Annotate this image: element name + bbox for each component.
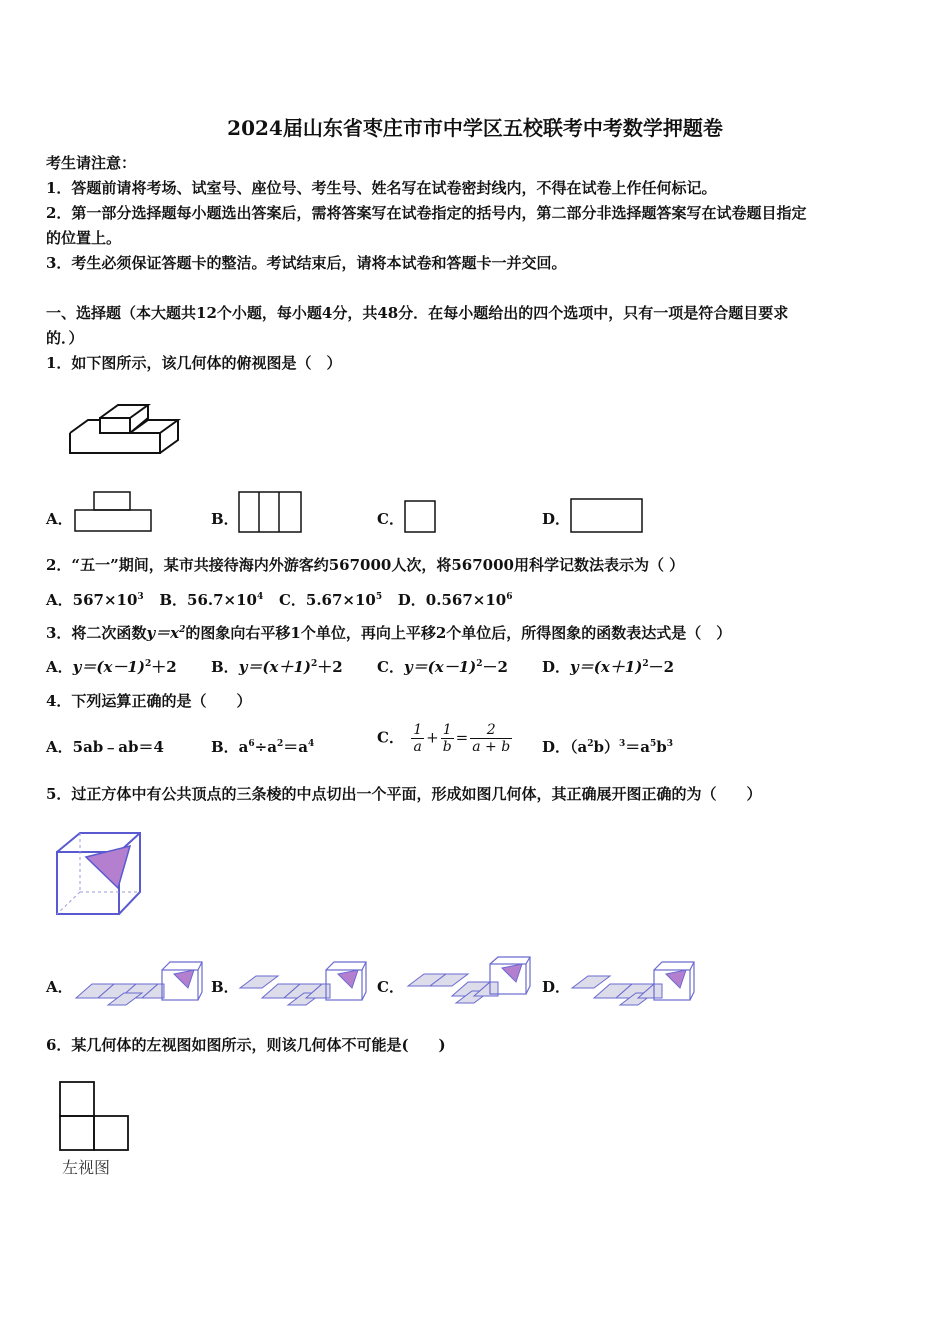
q1-option-a-label[interactable]: A． xyxy=(46,510,73,528)
q5-option-d-label[interactable]: D． xyxy=(542,978,571,996)
q5-option-a-label[interactable]: A． xyxy=(46,978,73,996)
q3-option-a[interactable]: A．$y=(x-1)^2+2$ xyxy=(46,658,177,676)
q5-cube-figure xyxy=(52,830,148,922)
fraction-1-over-b: $\frac{1}{b}$ xyxy=(442,722,452,755)
section-heading: 一、选择题（本大题共12个小题，每小题4分，共48分．在每小题给出的四个选项中，只有一项是符合题目要求 xyxy=(46,304,789,322)
q4-stem: 4．下列运算正确的是（ ） xyxy=(46,692,252,710)
fraction-2-over-a-plus-b: $\frac{2}{a + b}$ xyxy=(472,722,511,755)
q5-option-b-label[interactable]: B． xyxy=(211,978,239,996)
notice-item-2-cont: 的位置上。 xyxy=(46,229,122,247)
notice-item-2: 2．第一部分选择题每小题选出答案后，需将答案写在试卷指定的括号内，第二部分非选择题答案写在试卷题目指定 xyxy=(46,204,807,222)
q3-option-b[interactable]: B．$y=(x+1)^2+2$ xyxy=(211,658,343,676)
q3-stem: 3．将二次函数$y=x^2$的图象向右平移1个单位，再向上平移2个单位后，所得图象的函数表达式是（ ） xyxy=(46,624,732,642)
q3-option-c[interactable]: C．$y=(x-1)^2-2$ xyxy=(377,658,508,676)
q6-figure-caption: 左视图 xyxy=(62,1158,111,1177)
q1-option-d-figure xyxy=(570,498,644,534)
q4-option-d[interactable]: D．$(a^2b)^3=a^5b^3$ xyxy=(542,738,674,756)
q1-option-c-figure xyxy=(404,500,438,534)
notice-heading: 考生请注意： xyxy=(46,154,137,172)
q6-left-view-figure xyxy=(58,1080,132,1154)
q3-option-d[interactable]: D．$y=(x+1)^2-2$ xyxy=(542,658,675,676)
q4-option-c[interactable]: C． $\frac{1}{a}$ + $\frac{1}{b}$ = $\frac{2}{a + b}$ xyxy=(377,722,511,755)
q1-solid-figure xyxy=(60,398,180,460)
q1-option-b-figure xyxy=(238,491,304,533)
q5-option-b-net xyxy=(238,958,368,1008)
q5-option-a-net xyxy=(74,958,204,1008)
q5-option-c-net xyxy=(406,956,536,1006)
q2-option-d[interactable]: D．$0.567\times 10^6$ xyxy=(397,591,513,609)
q5-option-c-label[interactable]: C． xyxy=(377,978,404,996)
q2-option-c[interactable]: C．$5.67\times 10^5$ xyxy=(278,591,383,609)
q1-stem: 1．如下图所示，该几何体的俯视图是（ ） xyxy=(46,354,342,372)
fraction-1-over-a: $\frac{1}{a}$ xyxy=(413,722,423,755)
q5-option-d-net xyxy=(570,958,700,1008)
q4-option-b[interactable]: B．$a^6\div a^2=a^4$ xyxy=(211,738,315,756)
q4-option-a[interactable]: A．5ab﹣ab＝4 xyxy=(46,738,164,756)
q2-stem: 2．“五一”期间，某市共接待海内外游客约567000人次，将567000用科学记数法表示为（ ） xyxy=(46,556,685,574)
exam-title: 2024届山东省枣庄市市中学区五校联考中考数学押题卷 xyxy=(227,116,723,140)
q5-stem: 5．过正方体中有公共顶点的三条棱的中点切出一个平面，形成如图几何体，其正确展开图正确的为（ ） xyxy=(46,785,762,803)
notice-item-1: 1．答题前请将考场、试室号、座位号、考生号、姓名写在试卷密封线内，不得在试卷上作任何标记。 xyxy=(46,179,717,197)
q2-option-b[interactable]: B．$56.7\times 10^4$ xyxy=(159,591,264,609)
q1-option-b-label[interactable]: B． xyxy=(211,510,239,528)
q2-option-a[interactable]: A．$567\times 10^3$ xyxy=(46,591,144,609)
q1-option-a-figure xyxy=(74,491,154,533)
q2-options xyxy=(46,589,512,610)
q1-option-d-label[interactable]: D． xyxy=(542,510,571,528)
q6-stem: 6．某几何体的左视图如图所示，则该几何体不可能是( ) xyxy=(46,1036,446,1054)
section-heading-cont: 的．） xyxy=(46,329,84,347)
notice-item-3: 3．考生必须保证答题卡的整洁。考试结束后，请将本试卷和答题卡一并交回。 xyxy=(46,254,567,272)
q1-option-c-label[interactable]: C． xyxy=(377,510,404,528)
